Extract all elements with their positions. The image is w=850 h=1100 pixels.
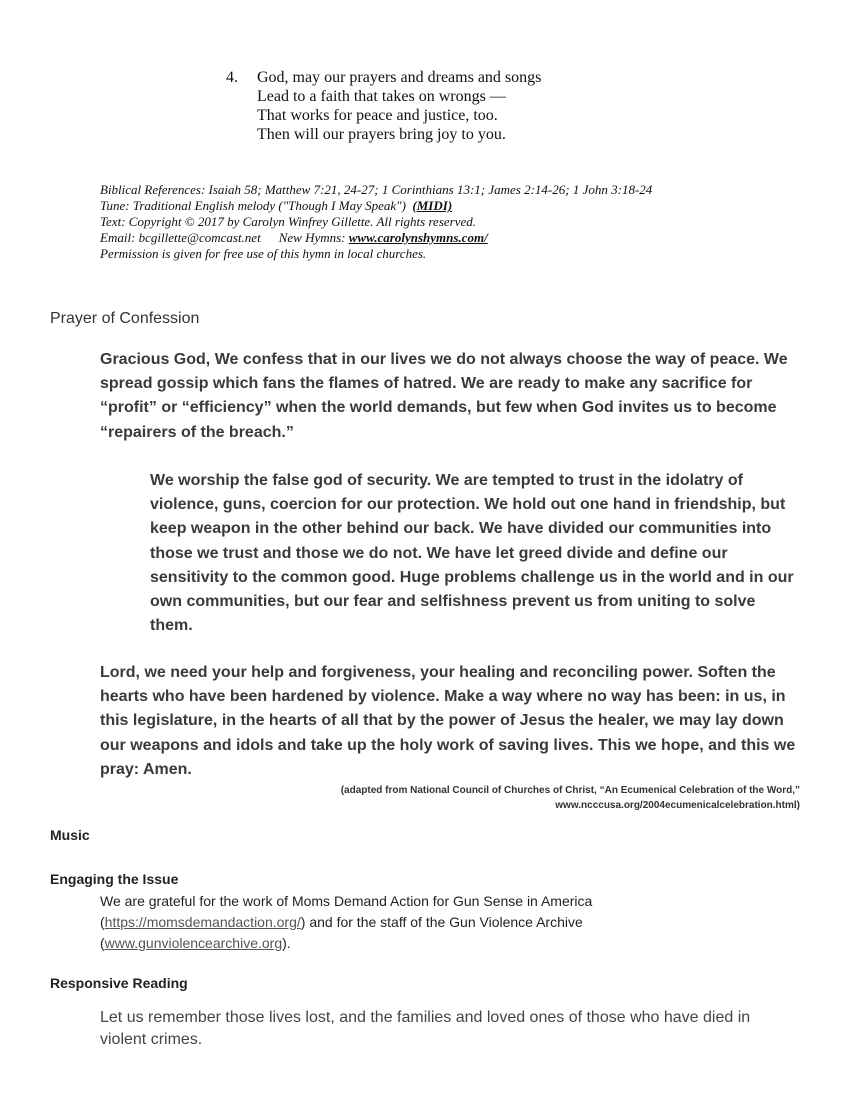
prayer-paragraph-3: Lord, we need your help and forgiveness, your healing and reconciling power. Soften the hearts who have been hardened by violence. Make a way where no way has been: in us, in this legislature, in the hearts of all that by the power of Jesus the healer, we may lay down our weapons and idols and take up the holy work of saving lives. This we hope, and this we pray: Amen. [100,664,796,778]
prayer-paragraph-2: We worship the false god of security. We are tempted to trust in the idolatry of violence, guns, coercion for our protection. We hold out one hand in friendship, but keep weapon in the other behind our back. We have divided our communities into those we trust and those we do not. We have let greed divide and define our sensitivity to the common good. Huge problems challenge us in the world and in our own communities, but our fear and selfishness prevent us from uniting to solve them. [150,472,794,635]
verse-line: That works for peace and justice, too. [257,107,498,124]
music-heading: Music [50,827,90,843]
moms-demand-action-link[interactable]: https://momsdemandaction.org/ [104,914,301,930]
citation-line: (adapted from National Council of Churches of Christ, “An Ecumenical Celebration of the Word,” [340,785,800,796]
issue-heading: Engaging the Issue [50,871,179,887]
verse-line: God, may our prayers and dreams and songs [257,69,542,86]
verse-line: Then will our prayers bring joy to you. [257,126,506,143]
new-hymns-label: New Hymns: [278,230,346,245]
reading-text: Let us remember those lives lost, and the families and loved ones of those who have died in violent crimes. [100,1009,751,1048]
website-link[interactable]: www.carolynshymns.com/ [348,230,488,245]
verse-line: Lead to a faith that takes on wrongs — [257,88,506,105]
issue-text [100,891,740,954]
tune-line [100,198,800,214]
tune-text: Tune: Traditional English melody ("Though I May Speak") [100,198,406,213]
prayer-heading: Prayer of Confession [50,310,200,327]
issue-text-part: ) and for the staff of the Gun Violence Archive ( [100,914,583,951]
reading-heading: Responsive Reading [50,975,188,991]
issue-text-part: We are grateful for the work of Moms Demand Action for Gun Sense in America ( [100,893,593,930]
hymn-credits [100,182,800,262]
verse-number: 4. [226,69,238,86]
contact-line [100,230,800,246]
verse-lines [257,68,677,144]
copyright-line: Text: Copyright © 2017 by Carolyn Winfrey Gillette. All rights reserved. [100,214,477,229]
prayer-citation [341,783,800,813]
gun-violence-archive-link[interactable]: www.gunviolencearchive.org [104,935,283,951]
prayer-paragraph-1: Gracious God, We confess that in our lives we do not always choose the way of peace. We spread gossip which fans the flames of hatred. We are ready to make any sacrifice for “profit” or “efficiency” when the world demands, but few when God invites us to become “repairers of the breach.” [100,351,788,441]
biblical-references: Biblical References: Isaiah 58; Matthew 7:21, 24-27; 1 Corinthians 13:1; James 2:14-26; 1 John 3:18-24 [100,182,653,197]
midi-link[interactable]: (MIDI) [412,198,453,213]
citation-url: www.ncccusa.org/2004ecumenicalcelebration.html) [555,800,800,811]
issue-text-part: ). [282,935,291,951]
permission-line: Permission is given for free use of this hymn in local churches. [100,246,427,261]
email-text: Email: bcgillette@comcast.net [100,230,261,245]
